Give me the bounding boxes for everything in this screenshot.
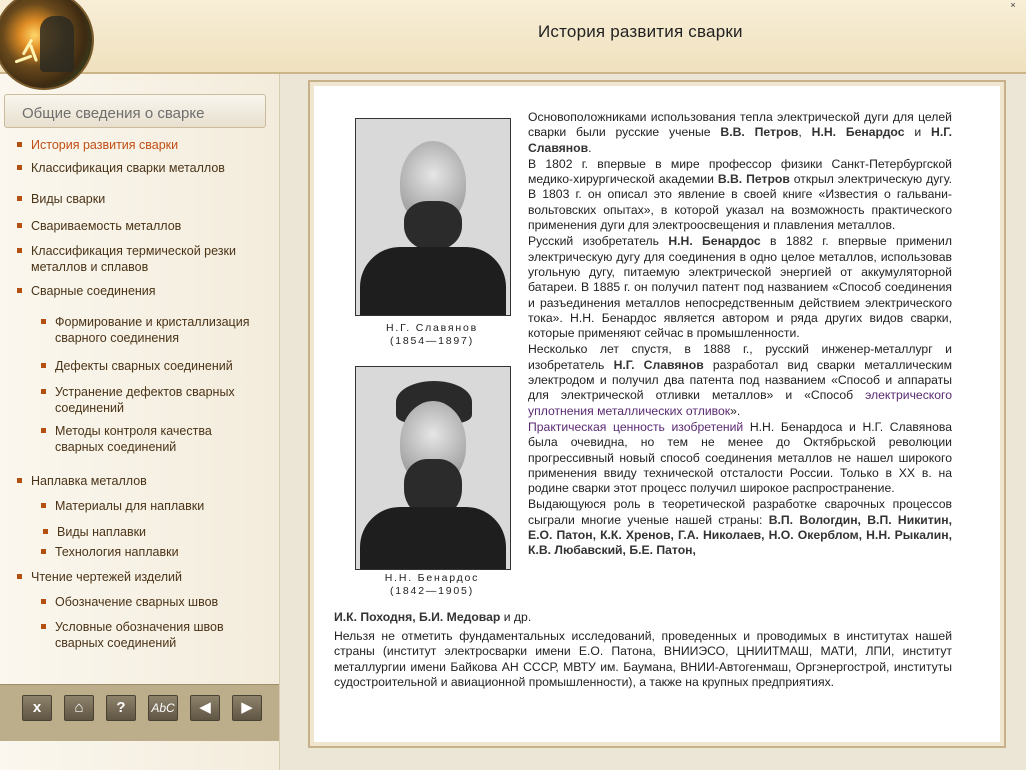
sidebar-subitem-quality-control[interactable]: Методы контроля качества сварных соединений (55, 423, 245, 455)
bullet-icon (17, 223, 22, 228)
bullet-icon (17, 288, 22, 293)
sidebar-item-welded-joints[interactable]: Сварные соединения (31, 283, 251, 299)
bullet-icon (41, 363, 46, 368)
sidebar-section-general[interactable]: Общие сведения о сварке (4, 94, 266, 128)
bullet-icon (41, 389, 46, 394)
portrait-years: (1842—1905) (389, 585, 474, 597)
sidebar-item-thermal-cutting[interactable]: Классификация термической резки металлов и сплавов (31, 243, 253, 275)
portrait-benardos (355, 366, 511, 570)
portrait-slavyanov (355, 118, 511, 316)
sidebar-subitem-weld-symbols[interactable]: Условные обозначения швов сварных соединений (55, 619, 245, 651)
exit-button[interactable]: x (22, 695, 52, 721)
paragraph-6: Выдающуюся роль в теоретической разработке сварочных процессов сыграли многие ученые нашей страны: В.П. Вологдин, В.П. Никитин, Е.О. Патон, К.К. Хренов, Г.А. Николаев, Н.О. Окерблом, Н.Н. Рыкалин, К.В. Любавский, Б.Е. Патон, (528, 497, 952, 558)
bullet-icon (43, 529, 48, 534)
sidebar-subitem-crystallization[interactable]: Формирование и кристаллизация сварного соединения (55, 314, 265, 346)
sidebar-subitem-weld-designation[interactable]: Обозначение сварных швов (55, 594, 265, 610)
bullet-icon (17, 196, 22, 201)
bullet-icon (17, 248, 22, 253)
paragraph-3: Русский изобретатель Н.Н. Бенардос в 1882 г. впервые применил электрическую дугу для соединения в одно целое металлов, использовав угольную дугу, питаемую электрической энергией от аккумуляторной батареи. В 1885 г. он получил патент под названием «Способ соединения и разъединения металлов непосредственным действием электрического тока». Н.Н. Бенардос является автором и ряда других видов сварки, которые применяют сейчас в промышленности. (528, 234, 952, 341)
sidebar-subitem-defects[interactable]: Дефекты сварных соединений (55, 358, 265, 374)
paragraph-1: Основоположниками использования тепла электрической дуги для целей сварки были русские ученые В.В. Петров, Н.Н. Бенардос и Н.Г. Славянов. (528, 110, 952, 155)
sidebar-item-drawing-reading[interactable]: Чтение чертежей изделий (31, 569, 251, 585)
bullet-icon (41, 319, 46, 324)
paragraph-4: Несколько лет спустя, в 1888 г., русский инженер-металлург и изобретатель Н.Г. Славянов разработал вид сварки металлическим электродом и получил два патента под названием «Способ и аппараты для электрической отливки металлов» и «Способ электрического уплотнения металлических отливок». (528, 342, 952, 418)
bullet-icon (41, 503, 46, 508)
portrait-name: Н.Г. Славянов (385, 322, 479, 334)
next-page-button[interactable]: ▶ (232, 695, 262, 721)
bullet-icon (17, 574, 22, 579)
paragraph-5: Практическая ценность изобретений Н.Н. Бенардоса и Н.Г. Славянова была очевидна, но тем не менее до Октябрьской революции прогрессивный новый способ соединения металлов не нашел широкого применения ввиду технической отсталости России. Только в XX в. на родине сварки этот процесс получил широкое распространение. (528, 419, 952, 496)
sidebar-item-surfacing[interactable]: Наплавка металлов (31, 473, 251, 489)
bullet-icon (41, 428, 46, 433)
sidebar-subitem-surfacing-materials[interactable]: Материалы для наплавки (55, 498, 265, 514)
sidebar-subitem-surfacing-types[interactable]: Виды наплавки (57, 524, 267, 540)
portrait-caption-slavyanov (352, 322, 512, 348)
paragraph-7: Нельзя не отметить фундаментальных исследований, проведенных и проводимых в институтах нашей страны (институт электросварки имени Е.О. Патона, ВНИИЭСО, ЦНИИТМАШ, МАТИ, ЛПИ, институт металлургии имени Байкова АН СССР, МВТУ им. Баумана, ВНИИ-Автогенмаш, Оргэнергострой, институты судостроительной и авиационной промышленности), а также на крупных предприятиях. (334, 629, 952, 689)
content-panel (308, 80, 1006, 748)
prev-page-button[interactable]: ◀ (190, 695, 220, 721)
spark-decoration (29, 44, 38, 62)
sidebar (0, 74, 280, 770)
spark-decoration (15, 55, 33, 64)
portrait-years: (1854—1897) (389, 335, 474, 347)
bottom-toolbar (0, 684, 279, 741)
close-icon[interactable]: × (1010, 0, 1016, 10)
welder-figure (40, 16, 74, 72)
sidebar-subitem-surfacing-technology[interactable]: Технология наплавки (55, 544, 265, 560)
bullet-icon (17, 478, 22, 483)
portrait-name: Н.Н. Бенардос (384, 572, 480, 584)
bullet-icon (17, 142, 22, 147)
portrait-caption-benardos (352, 572, 512, 598)
sidebar-item-welding-types[interactable]: Виды сварки (31, 191, 251, 207)
beard-shape (404, 201, 462, 251)
coat-shape (360, 247, 506, 316)
sidebar-item-welding-history[interactable]: История развития сварки (31, 137, 251, 153)
bullet-icon (17, 165, 22, 170)
bullet-icon (41, 549, 46, 554)
help-button[interactable]: ? (106, 695, 136, 721)
bullet-icon (41, 624, 46, 629)
page-title: История развития сварки (538, 22, 743, 41)
paragraph-2: В 1802 г. впервые в мире профессор физики Санкт-Петербургской медико-хирургической академии В.В. Петров открыл электрическую дугу. В 1803 г. он описал это явление в своей книге «Известия о гальвани-вольтовских опытах», в которой указал на возможность практического применения дуги для электроосвещения и плавления металлов. (528, 156, 952, 233)
header-bar (0, 0, 1026, 74)
paragraph-6-continued: И.К. Походня, Б.И. Медовар и др. (334, 610, 532, 624)
sidebar-item-weldability[interactable]: Свариваемость металлов (31, 218, 251, 234)
home-button[interactable]: ⌂ (64, 695, 94, 721)
coat-shape (360, 507, 506, 570)
bullet-icon (41, 599, 46, 604)
glossary-button[interactable]: AbC (148, 695, 178, 721)
sidebar-subitem-defect-removal[interactable]: Устранение дефектов сварных соединений (55, 384, 255, 416)
sidebar-item-classification[interactable]: Классификация сварки металлов (31, 160, 251, 176)
article-text (528, 110, 952, 560)
